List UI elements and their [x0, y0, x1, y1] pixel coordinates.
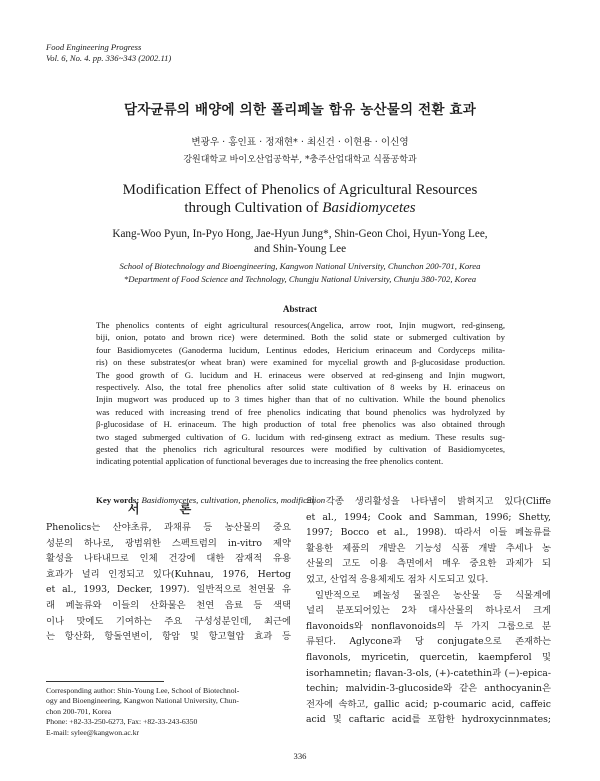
body-line: 류된다. Aglycone과 당 conjugate으로 존재하는 — [306, 636, 551, 648]
abstract-line: four Basidiomycetes (Ganoderma lucidum, Lentinus edodes, Hericium erinaceum and Cordyceps milita- — [96, 344, 505, 355]
abstract-line: two staged submerged cultivation of G. lucidum with red-ginseng extract as medium. These results sug- — [96, 431, 505, 442]
body-line: 활성을 나타내므로 인체 건강에 대한 잠재적 유용 — [46, 553, 291, 565]
english-authors-line-2: and Shin-Young Lee — [253, 242, 347, 255]
corresponding-author-footnote — [46, 686, 296, 738]
section-heading-introduction: 서 론 — [127, 502, 210, 516]
body-line: 성분의 하나로, 광범위한 스펙트럼의 in-vitro 제약 — [46, 537, 291, 549]
body-line: 활용한 제품의 개발은 기능성 식품 개발 추세나 농 — [306, 542, 551, 554]
body-line: 널리 분포되어있는 2차 대사산물의 하나로서 크게 — [306, 605, 551, 617]
english-title-line-1: Modification Effect of Phenolics of Agricultural Resources — [122, 182, 478, 198]
english-affiliation-line-1: School of Biotechnology and Bioengineering, Kangwon National University, Chunchon 200-701, Korea — [119, 261, 481, 271]
journal-header — [46, 42, 171, 64]
footnote-divider — [46, 681, 164, 682]
footnote-line: chon 200-701, Korea — [46, 706, 112, 716]
body-line: isorhamnetin; flavan-3-ols, (+)-catethin과 (−)-epica- — [306, 667, 551, 679]
korean-title: 담자균류의 배양에 의한 폴리페놀 함유 농산물의 전환 효과 — [123, 102, 477, 118]
body-line: et al., 1993, Decker, 1997). 일반적으로 천연물 유 — [46, 584, 291, 596]
body-line: flavonoids와 nonflavonoids의 두 가지 그룹으로 분 — [306, 620, 551, 632]
abstract-line: biji, onion, potato and brown rice) were determined. Both the solid state or submerged cultivation by — [96, 332, 505, 343]
journal-citation: Vol. 6, No. 4. pp. 336~343 (2002.11) — [46, 53, 172, 63]
abstract-line: indicating potential application of functional beverages due to increasing the free phenolics content. — [96, 456, 444, 467]
footnote-line: ogy and Bioengineering, Kangwon National University, Chun- — [46, 696, 239, 706]
body-line: techin; malvidin-3-glucoside와 같은 anthocyanin은 — [306, 683, 551, 695]
body-line: 래 페놀류와 이들의 산화물은 천연 음료 등 색택 — [46, 599, 291, 611]
abstract-line: ris) on these substrates(or wheat bran) were examined for mycelial growth and β-glucosidase production. — [96, 357, 505, 368]
body-line: 일반적으로 페놀성 물질은 농산물 등 식물계에 — [315, 589, 551, 601]
korean-authors: 변광우 · 홍인표 · 정재현* · 최신건 · 이현용 · 이신영 — [191, 137, 409, 148]
footnote-line: Phone: +82-33-250-6273, Fax: +82-33-243-6350 — [46, 717, 198, 727]
footnote-line: Corresponding author: Shin-Young Lee, School of Biotechnol- — [46, 686, 240, 695]
right-column-text — [306, 494, 551, 728]
abstract-line: Injin mugwort was produced up to 3 times higher than that of no cultivation. While the bound phenolics — [96, 394, 505, 405]
body-line: 의 각종 생리활성을 나타냄이 밝혀지고 있다(Cliffe — [306, 496, 551, 507]
abstract-heading: Abstract — [282, 304, 318, 314]
body-line: acid 및 caftaric acid를 포함한 hydroxycinnmates; — [306, 714, 551, 726]
left-column-text — [46, 520, 291, 645]
body-line: 전자에 속하고, gallic acid; p-coumaric acid, caffeic — [306, 698, 551, 710]
body-line: Phenolics는 산야초류, 과채류 등 농산물의 중요 — [46, 522, 291, 533]
english-affiliation — [0, 260, 600, 285]
body-line: 1997; Bocco et al., 1998). 따라서 이들 페놀류를 — [306, 527, 551, 539]
journal-name: Food Engineering Progress — [46, 42, 142, 52]
keywords-value: Basidiomycetes, cultivation, phenolics, modification — [141, 495, 326, 505]
english-title-line-2-italic: Basidiomycetes — [322, 200, 416, 216]
abstract-body — [96, 319, 505, 468]
abstract-line: was reduced with increasing trend of free phenolics indicating that bound phenolics was hydrolyzed by — [96, 406, 505, 417]
body-line: 이나 맛에도 기여하는 주요 구성성분인데, 최근에 — [46, 615, 291, 627]
abstract-line: respectively. Also, the total free phenolics after solid state cultivation of 8 weeks by H. erinaceus on — [96, 382, 505, 393]
abstract-line: The phenolics contents of eight agricultural resources(Angelica, arrow root, Injin mugwort, red-ginseng, — [96, 320, 505, 330]
abstract-line: gested that the phenolics rich agricultural resources were modified by cultivation of Basidiomycetes, — [96, 444, 505, 455]
keywords-label: Key words: — [96, 495, 140, 505]
english-title — [0, 181, 600, 217]
english-affiliation-line-2: *Department of Food Science and Technology, Chungju National University, Chunju 380-702, Korea — [123, 273, 477, 284]
english-authors — [0, 227, 600, 256]
english-title-line-2 — [0, 199, 600, 217]
page-number: 336 — [293, 751, 307, 761]
body-line: flavonols, myricetin, quercetin, kaempferol 및 — [306, 651, 551, 663]
korean-affiliation: 강원대학교 바이오산업공학부, *충주산업대학교 식품공학과 — [183, 155, 417, 165]
body-line: 산물의 고도 이용 측면에서 매우 중요한 과제가 되 — [306, 558, 551, 570]
english-authors-line-1: Kang-Woo Pyun, In-Pyo Hong, Jae-Hyun Jung*, Shin-Geon Choi, Hyun-Yong Lee, — [112, 228, 488, 240]
abstract-line: β-glucosidase of H. erinaceum. The high production of total free phenolics was also obtained through — [96, 419, 505, 430]
body-line: 었고, 산업적 응용체제도 점차 시도되고 있다. — [306, 573, 489, 585]
body-line: 효과가 널리 인정되고 있다(Kuhnau, 1976, Hertog — [46, 568, 291, 580]
footnote-email: E-mail: sylee@kangwon.ac.kr — [46, 727, 140, 737]
body-line: 는 항산화, 항돌연변이, 항암 및 항고혈압 효과 등 — [46, 631, 291, 643]
abstract-line: The good growth of G. lucidum and H. erinaceus were observed at red-ginseng and Injin mugwort, — [96, 369, 505, 380]
body-line: et al., 1994; Cook and Samman, 1996; Shetty, — [306, 511, 551, 523]
english-title-line-2-prefix: through Cultivation of — [184, 200, 323, 216]
